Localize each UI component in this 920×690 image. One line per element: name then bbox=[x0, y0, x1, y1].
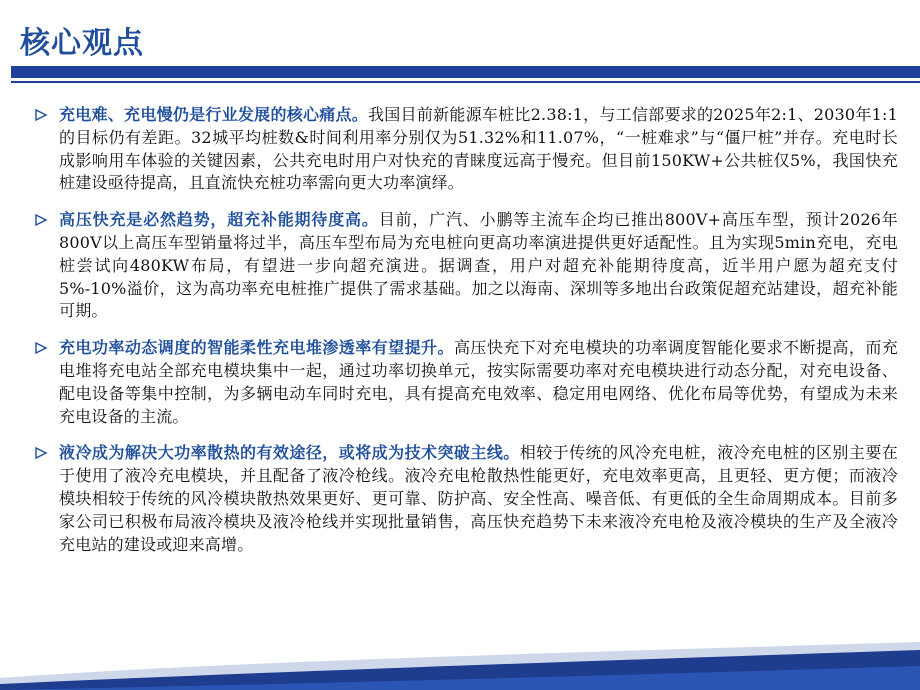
bullet-item bbox=[33, 337, 898, 428]
bullet-item bbox=[33, 209, 898, 323]
chevron-bullet-icon bbox=[33, 104, 49, 126]
chevron-bullet-icon bbox=[33, 337, 49, 359]
bullet-body: 我国目前新能源车桩比2.38:1，与工信部要求的2025年2:1、2030年1:1的目标仍有差距。32城平均桩数&时间利用率分别仅为51.32%和11.07%，“一桩难求”与“僵尸桩”并存。充电时长成影响用车体验的关键因素，公共充电时用户对快充的青睐度远高于慢充。但目前150KW+公共桩仅5%，我国快充桩建设亟待提高，且直流快充桩功率需向更大功率演绎。 bbox=[59, 105, 898, 193]
bullet-body: 目前，广汽、小鹏等主流车企均已推出800V+高压车型，预计2026年800V以上高压车型销量将过半，高压车型布局为充电桩向更高功率演进提供更好适配性。且为实现5min充电，充电桩尝试向480KW布局，有望进一步向超充演进。据调查，用户对超充补能期待度高，近半用户愿为超充支付5%-10%溢价，这为高功率充电桩推广提供了需求基础。加之以海南、深圳等多地出台政策促超充站建设，超充补能可期。 bbox=[59, 210, 898, 321]
page-title: 核心观点 bbox=[20, 26, 144, 61]
bullet-heading: 高压快充是必然趋势，超充补能期待度高。 bbox=[59, 210, 379, 230]
bullet-item bbox=[33, 104, 898, 195]
footer-wave-decoration bbox=[0, 640, 920, 690]
chevron-bullet-icon bbox=[33, 442, 49, 464]
bullet-heading: 充电功率动态调度的智能柔性充电堆渗透率有望提升。 bbox=[59, 338, 454, 358]
bullet-body: 相较于传统的风冷充电桩，液冷充电桩的区别主要在于使用了液冷充电模块，并且配备了液冷枪线。液冷充电枪散热性能更好，充电效率更高，且更轻、更方便；而液冷模块相较于传统的风冷模块散热效果更好、更可靠、防护高、安全性高、噪音低、有更低的全生命周期成本。目前多家公司已积极布局液冷模块及液冷枪线并实现批量销售，高压快充趋势下未来液冷充电枪及液冷模块的生产及全液冷充电站的建设或迎来高增。 bbox=[59, 443, 898, 554]
key-points bbox=[33, 104, 898, 570]
bullet-heading: 充电难、充电慢仍是行业发展的核心痛点。 bbox=[59, 105, 369, 124]
bullet-body: 高压快充下对充电模块的功率调度智能化要求不断提高，而充电堆将充电站全部充电模块集中一起，通过功率切换单元，按实际需要功率对充电模块进行动态分配，对充电设备、配电设备等集中控制，为多辆电动车同时充电，具有提高充电效率、稳定用电网络、优化布局等优势，有望成为未来充电设备的主流。 bbox=[59, 338, 898, 426]
title-rule-thin bbox=[11, 81, 920, 83]
chevron-bullet-icon bbox=[33, 209, 49, 231]
title-rule-thick bbox=[11, 66, 920, 78]
bullet-item bbox=[33, 442, 898, 556]
bullet-heading: 液冷成为解决大功率散热的有效途径，或将成为技术突破主线。 bbox=[59, 443, 520, 463]
